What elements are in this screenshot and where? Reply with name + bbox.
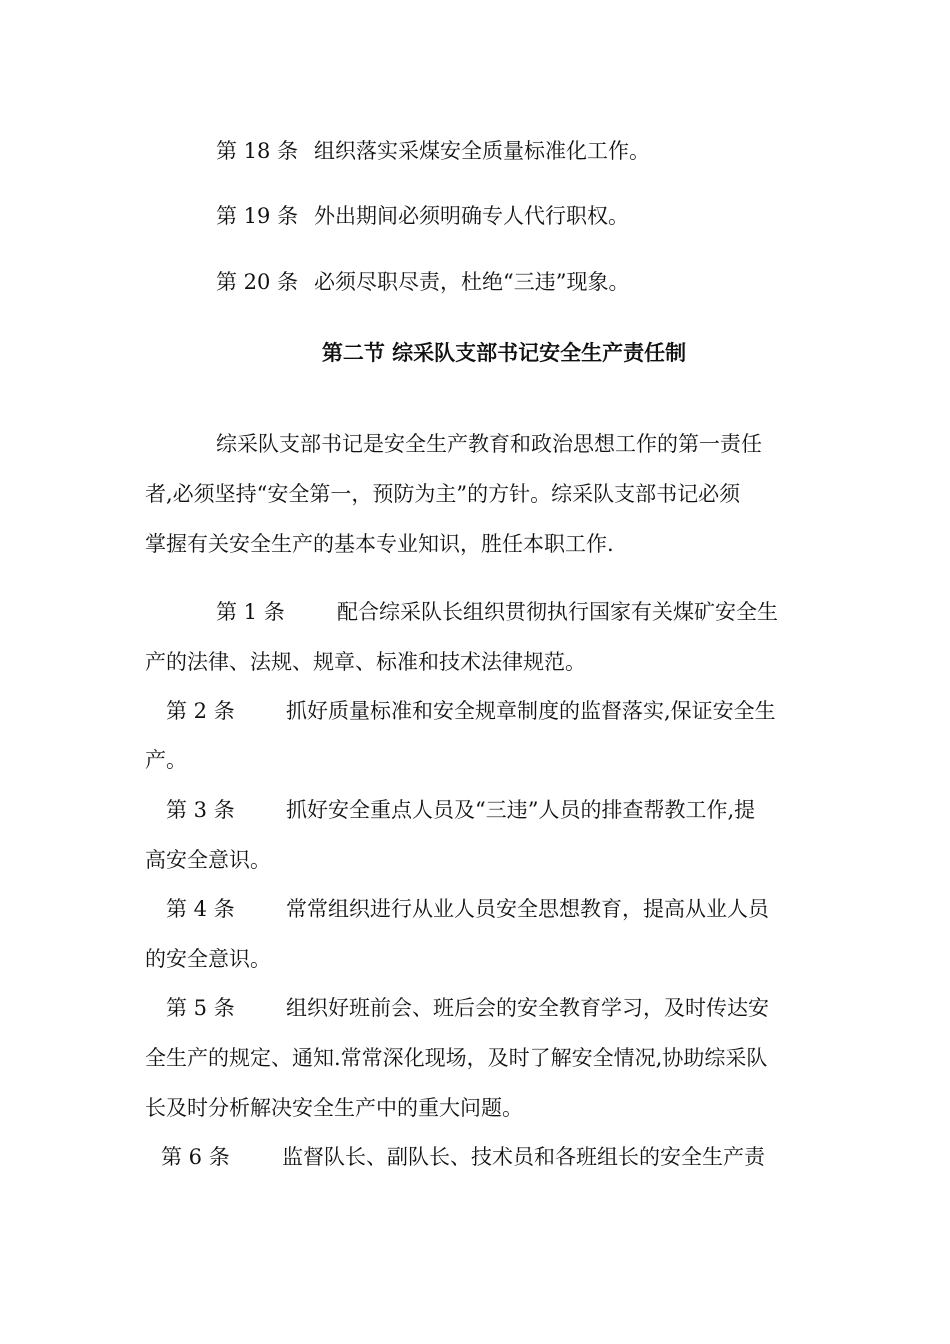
article-1-line-2: 产的法律、法规、规章、标准和技术法律规范。 [145, 650, 586, 674]
article-number: 第 3 条 [166, 798, 235, 822]
article-number: 第 5 条 [166, 996, 235, 1020]
article-text: 抓好质量标准和安全规章制度的监督落实,保证安全生 [286, 699, 776, 723]
article-3 [166, 795, 755, 825]
article-text: 组织落实采煤安全质量标准化工作。 [314, 139, 650, 163]
article-number: 第 6 条 [161, 1145, 230, 1169]
article-text: 监督队长、副队长、技术员和各班组长的安全生产责 [282, 1145, 765, 1169]
article-2-line-2: 产。 [145, 748, 187, 772]
article-3-line-2: 高安全意识。 [145, 848, 271, 872]
article-6 [161, 1142, 765, 1172]
article-4-line-2: 的安全意识。 [145, 947, 271, 971]
article-5-line-2: 全生产的规定、通知.常常深化现场，及时了解安全情况,协助综采队 [145, 1046, 768, 1070]
article-text: 配合综采队长组织贯彻执行国家有关煤矿安全生 [337, 600, 778, 624]
section-title: 第二节 综采队支部书记安全生产责任制 [321, 341, 687, 365]
intro-line-3: 掌握有关安全生产的基本专业知识，胜任本职工作. [145, 532, 614, 556]
intro-line-1: 综采队支部书记是安全生产教育和政治思想工作的第一责任 [216, 432, 762, 456]
article-19 [216, 201, 629, 231]
article-20 [216, 267, 629, 297]
article-text: 必须尽职尽责，杜绝“三违”现象。 [314, 270, 630, 294]
article-number: 第 4 条 [166, 897, 235, 921]
article-5 [166, 993, 769, 1023]
article-18 [216, 136, 650, 166]
article-text: 常常组织进行从业人员安全思想教育，提高从业人员 [286, 897, 769, 921]
article-number: 第 18 条 [216, 139, 299, 163]
intro-line-2: 者,必须坚持“安全第一，预防为主”的方针。综采队支部书记必须 [145, 482, 741, 506]
article-5-line-3: 长及时分析解决安全生产中的重大问题。 [145, 1096, 523, 1120]
article-number: 第 20 条 [216, 270, 299, 294]
article-text: 外出期间必须明确专人代行职权。 [314, 204, 629, 228]
article-4 [166, 894, 769, 924]
article-text: 组织好班前会、班后会的安全教育学习，及时传达安 [286, 996, 769, 1020]
article-2 [166, 696, 776, 726]
article-number: 第 2 条 [166, 699, 235, 723]
article-text: 抓好安全重点人员及“三违”人员的排查帮教工作,提 [286, 798, 756, 822]
article-number: 第 1 条 [216, 600, 285, 624]
article-number: 第 19 条 [216, 204, 299, 228]
article-1 [216, 597, 778, 627]
